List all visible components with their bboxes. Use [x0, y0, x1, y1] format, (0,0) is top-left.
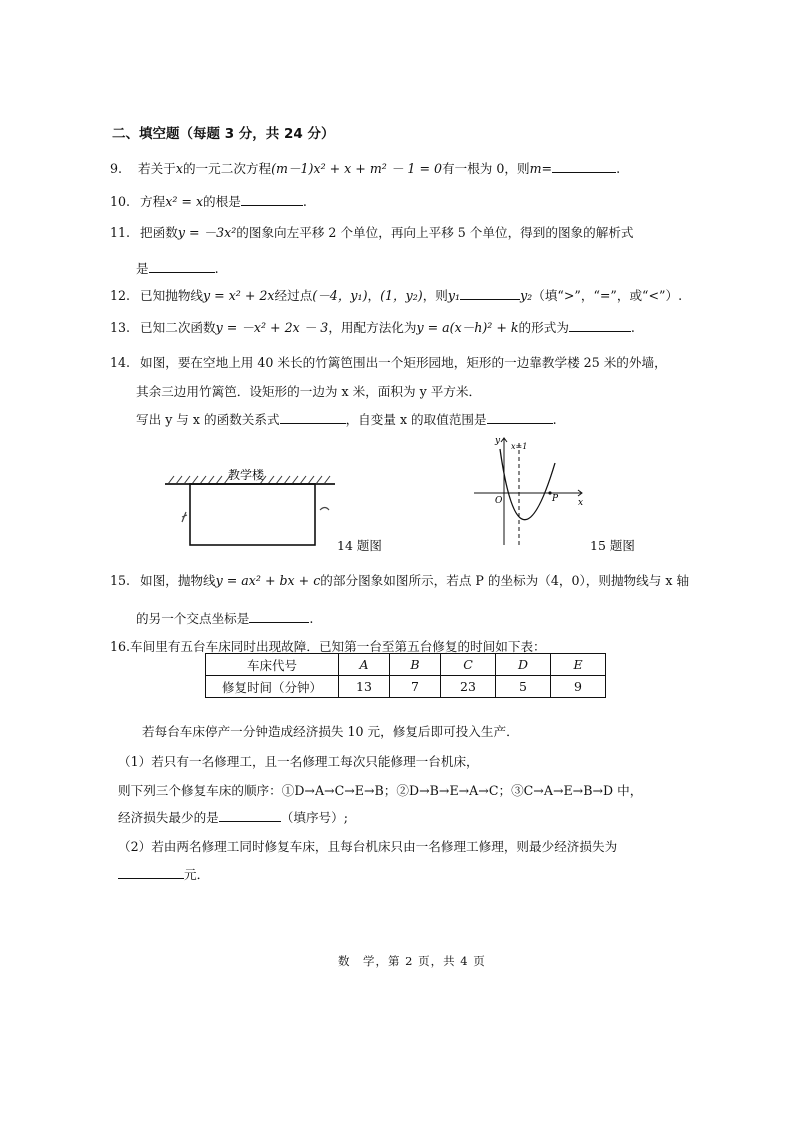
fence-mark — [182, 512, 187, 522]
question-15-line2: 的另一个交点坐标是 . — [136, 611, 314, 626]
answer-blank[interactable] — [118, 866, 184, 879]
table-row — [206, 654, 606, 676]
question-15: 15. 如图，抛物线y = ax² + bx + c的部分图象如图所示，若点 P 的坐标为（4，0），则抛物线与 x 轴 — [110, 573, 690, 588]
table-cell: 13 — [339, 676, 390, 698]
table-cell: B — [390, 654, 441, 676]
x-axis-label: x — [578, 498, 584, 508]
question-16-loss-rule: 若每台车床停产一分钟造成经济损失 10 元，修复后即可投入生产． — [142, 724, 519, 739]
question-16-part1: （1）若只有一名修理工，且一名修理工每次只能修理一台机床， — [118, 754, 479, 769]
table-cell: 23 — [441, 676, 496, 698]
question-14: 14. 如图，要在空地上用 40 米长的竹篱笆围出一个矩形园地，矩形的一边靠教学楼 25 米的外墙， — [110, 355, 667, 370]
equation: y = －3x² — [177, 225, 237, 240]
question-16: 16.车间里有五台车床同时出现故障．已知第一台至第五台修复的时间如下表： — [110, 639, 546, 654]
section-title: 二、填空题（每题 3 分，共 24 分） — [112, 126, 335, 142]
equation: y = ax² + bx + c — [215, 573, 321, 588]
table-cell: 5 — [496, 676, 551, 698]
page-footer: 数 学，第 2 页，共 4 页 — [338, 954, 486, 968]
table-cell: 修复时间（分钟） — [206, 676, 339, 698]
parabola — [500, 449, 555, 520]
equation: (m－1)x² + x + m² － 1 = 0 — [271, 161, 443, 176]
question-10: 10. 方程x² = x的根是 . — [110, 194, 307, 209]
rectangle-plot — [190, 484, 315, 545]
question-9: 9. 若关于x的一元二次方程(m－1)x² + x + m² － 1 = 0有一根为 0，则m= . — [110, 161, 621, 176]
figure-15 — [472, 433, 587, 548]
table-row — [206, 676, 606, 698]
table-cell: 7 — [390, 676, 441, 698]
answer-blank[interactable] — [249, 610, 309, 623]
y-axis-label: y — [495, 436, 501, 446]
answer-blank[interactable] — [569, 319, 631, 332]
question-number: 9. — [110, 161, 123, 176]
figure-14 — [160, 462, 345, 552]
table-cell: 车床代号 — [206, 654, 339, 676]
equation: y = x² + 2x — [203, 288, 275, 303]
question-13: 13. 已知二次函数y = －x² + 2x － 3，用配方法化为y = a(x－h)² + k的形式为 . — [110, 320, 635, 335]
answer-blank[interactable] — [460, 287, 520, 300]
answer-blank[interactable] — [280, 411, 346, 424]
equation: x² = x — [165, 194, 204, 209]
question-16-part2-answer: 元． — [118, 864, 209, 883]
fence-mark — [320, 508, 329, 511]
table-cell: A — [339, 654, 390, 676]
question-16-part2: （2）若由两名修理工同时修复车床，且每台机床只由一名修理工修理，则最少经济损失为 — [118, 839, 618, 854]
table-cell: 9 — [551, 676, 606, 698]
answer-blank[interactable] — [149, 260, 215, 273]
question-16-part1-orders: 则下列三个修复车床的顺序：①D→A→C→E→B；②D→B→E→A→C；③C→A→E→B→D 中， — [118, 783, 643, 798]
answer-blank[interactable] — [552, 160, 616, 173]
symmetry-label: x=1 — [511, 442, 528, 451]
answer-blank[interactable] — [487, 411, 553, 424]
question-11: 11. 把函数y = －3x²的图象向左平移 2 个单位，再向上平移 5 个单位，得到的图象的解析式 — [110, 225, 634, 240]
figure-15-caption: 15 题图 — [590, 538, 635, 553]
question-16-part1-answer: 经济损失最少的是 （填序号）; — [118, 810, 348, 825]
building-label: 教学楼 — [228, 468, 265, 482]
table-cell: D — [496, 654, 551, 676]
p-label: P — [552, 494, 559, 504]
equation: y = －x² + 2x － 3 — [215, 320, 329, 335]
origin-label: O — [495, 496, 503, 506]
table-cell: C — [441, 654, 496, 676]
question-14-line3: 写出 y 与 x 的函数关系式 ，自变量 x 的取值范围是 . — [136, 412, 557, 427]
answer-blank[interactable] — [241, 193, 303, 206]
repair-time-table — [205, 653, 606, 698]
question-14-line2: 其余三边用竹篱笆．设矩形的一边为 x 米，面积为 y 平方米． — [136, 384, 482, 399]
figure-14-caption: 14 题图 — [337, 538, 382, 553]
question-11-line2: 是 . — [136, 261, 219, 276]
table-cell: E — [551, 654, 606, 676]
question-12: 12. 已知抛物线y = x² + 2x经过点(－4，y₁)，(1，y₂)，则y₁ y₂（填“>”，“=”，或“<”）. — [110, 288, 683, 303]
answer-blank[interactable] — [219, 809, 281, 822]
